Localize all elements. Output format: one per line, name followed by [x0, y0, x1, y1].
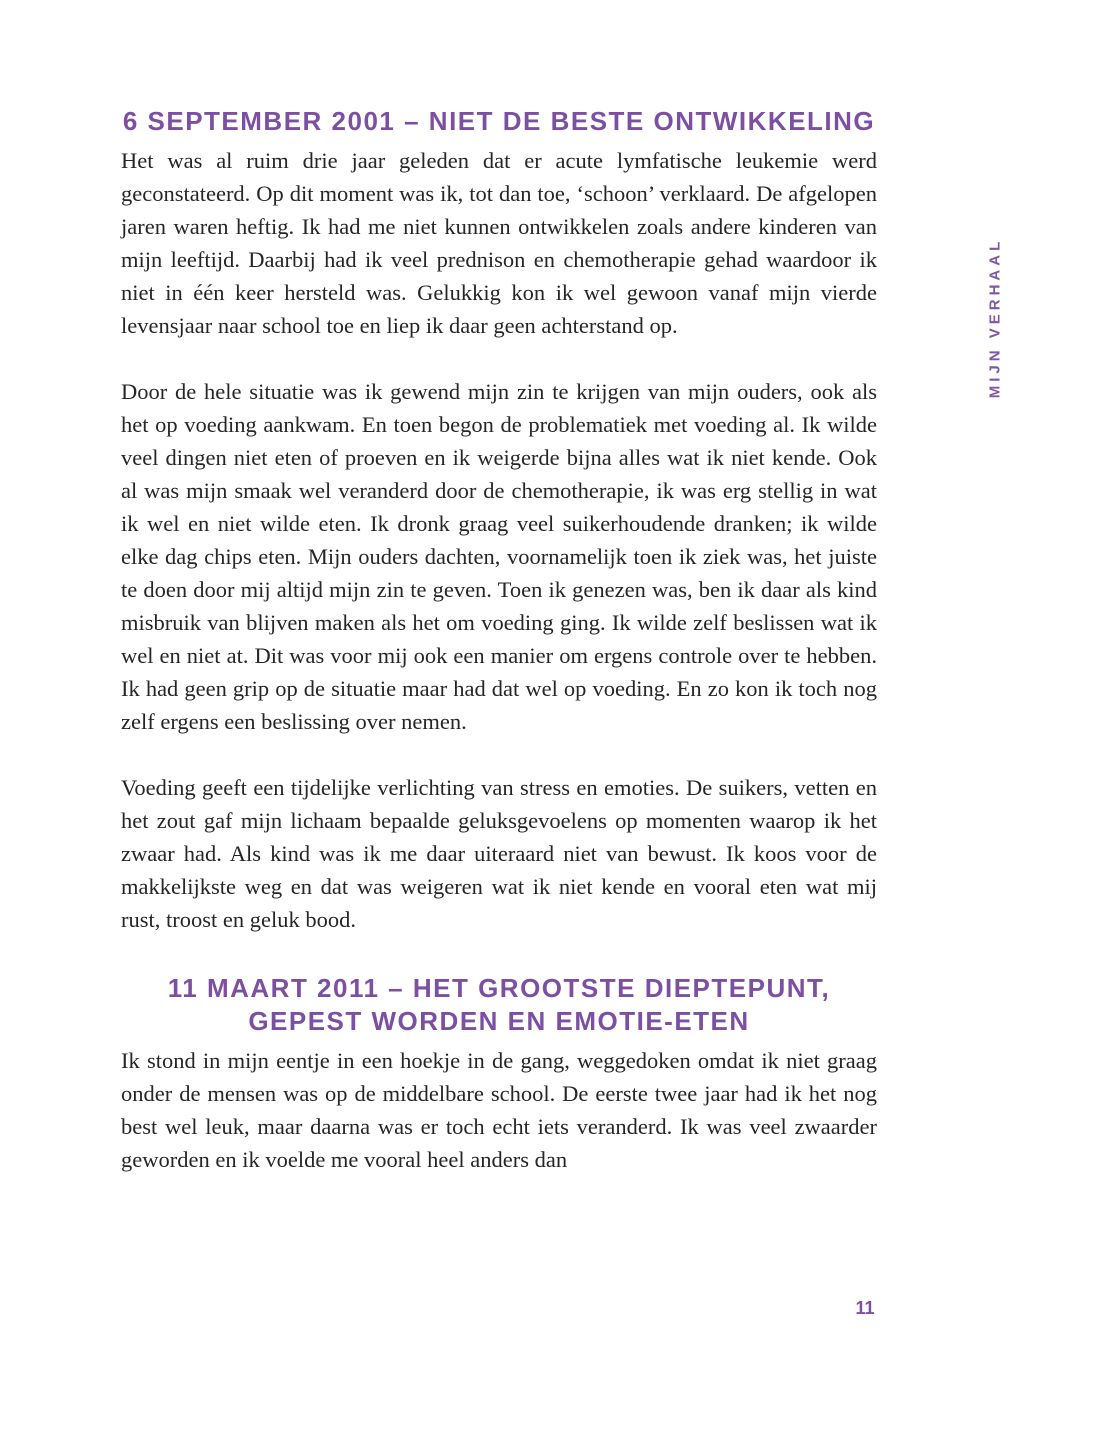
section-heading-2011-line-1: 11 MAART 2011 – HET GROOTSTE DIEPTEPUNT, — [167, 973, 831, 1003]
paragraph: Door de hele situatie was ik gewend mijn zin te krijgen van mijn ouders, ook als het op voeding aankwam. En toen begon de problematiek met voeding al. Ik wilde veel dingen niet eten of proeven en ik weigerde bijna alles wat ik niet kende. Ook al was mijn smaak wel veranderd door de chemotherapie, ik was erg stellig in wat ik wel en niet wilde eten. Ik dronk graag veel suikerhoudende dranken; ik wilde elke dag chips eten. Mijn ouders dachten, voornamelijk toen ik ziek was, het juiste te doen door mij altijd mijn zin te geven. Toen ik genezen was, ben ik daar als kind misbruik van blijven maken als het om voeding ging. Ik wilde zelf beslissen wat ik wel en niet at. Dit was voor mij ook een manier om ergens controle over te hebben. Ik had geen grip op de situatie maar had dat wel op voeding. En zo kon ik toch nog zelf ergens een beslissing over nemen. — [121, 379, 877, 734]
paragraph: Ik stond in mijn eentje in een hoekje in de gang, weggedoken omdat ik niet graag onder de mensen was op de middelbare school. De eerste twee jaar had ik het nog best wel leuk, maar daarna was er toch echt iets veranderd. Ik was veel zwaarder geworden en ik voelde me vooral heel anders dan — [121, 1048, 877, 1172]
section-heading-2001: 6 SEPTEMBER 2001 – NIET DE BESTE ONTWIKKELING — [122, 106, 876, 136]
section-heading-2011-line-2: GEPEST WORDEN EN EMOTIE-ETEN — [248, 1006, 750, 1036]
paragraph: Voeding geeft een tijdelijke verlichting van stress en emoties. De suikers, vetten en het zout gaf mijn lichaam bepaalde geluksgevoelens op momenten waarop ik het zwaar had. Als kind was ik me daar uiteraard niet van bewust. Ik koos voor de makkelijkste weg en dat was weigeren wat ik niet kende en vooral eten wat mij rust, troost en geluk bood. — [121, 775, 877, 932]
paragraph: Het was al ruim drie jaar geleden dat er acute lymfatische leukemie werd geconstateerd. Op dit moment was ik, tot dan toe, ‘schoon’ verklaard. De afgelopen jaren waren heftig. Ik had me niet kunnen ontwikkelen zoals andere kinderen van mijn leeftijd. Daarbij had ik veel prednison en chemotherapie gehad waardoor ik niet in één keer hersteld was. Gelukkig kon ik wel gewoon vanaf mijn vierde levensjaar naar school toe en liep ik daar geen achterstand op. — [121, 148, 877, 338]
section-2011 — [121, 972, 877, 1176]
section-heading-2011 — [121, 972, 877, 1038]
margin-chapter-label: MIJN VERHAAL — [986, 237, 1004, 399]
page-number: 11 — [855, 1298, 875, 1318]
text-column — [121, 105, 877, 1176]
section-2001 — [121, 105, 877, 936]
